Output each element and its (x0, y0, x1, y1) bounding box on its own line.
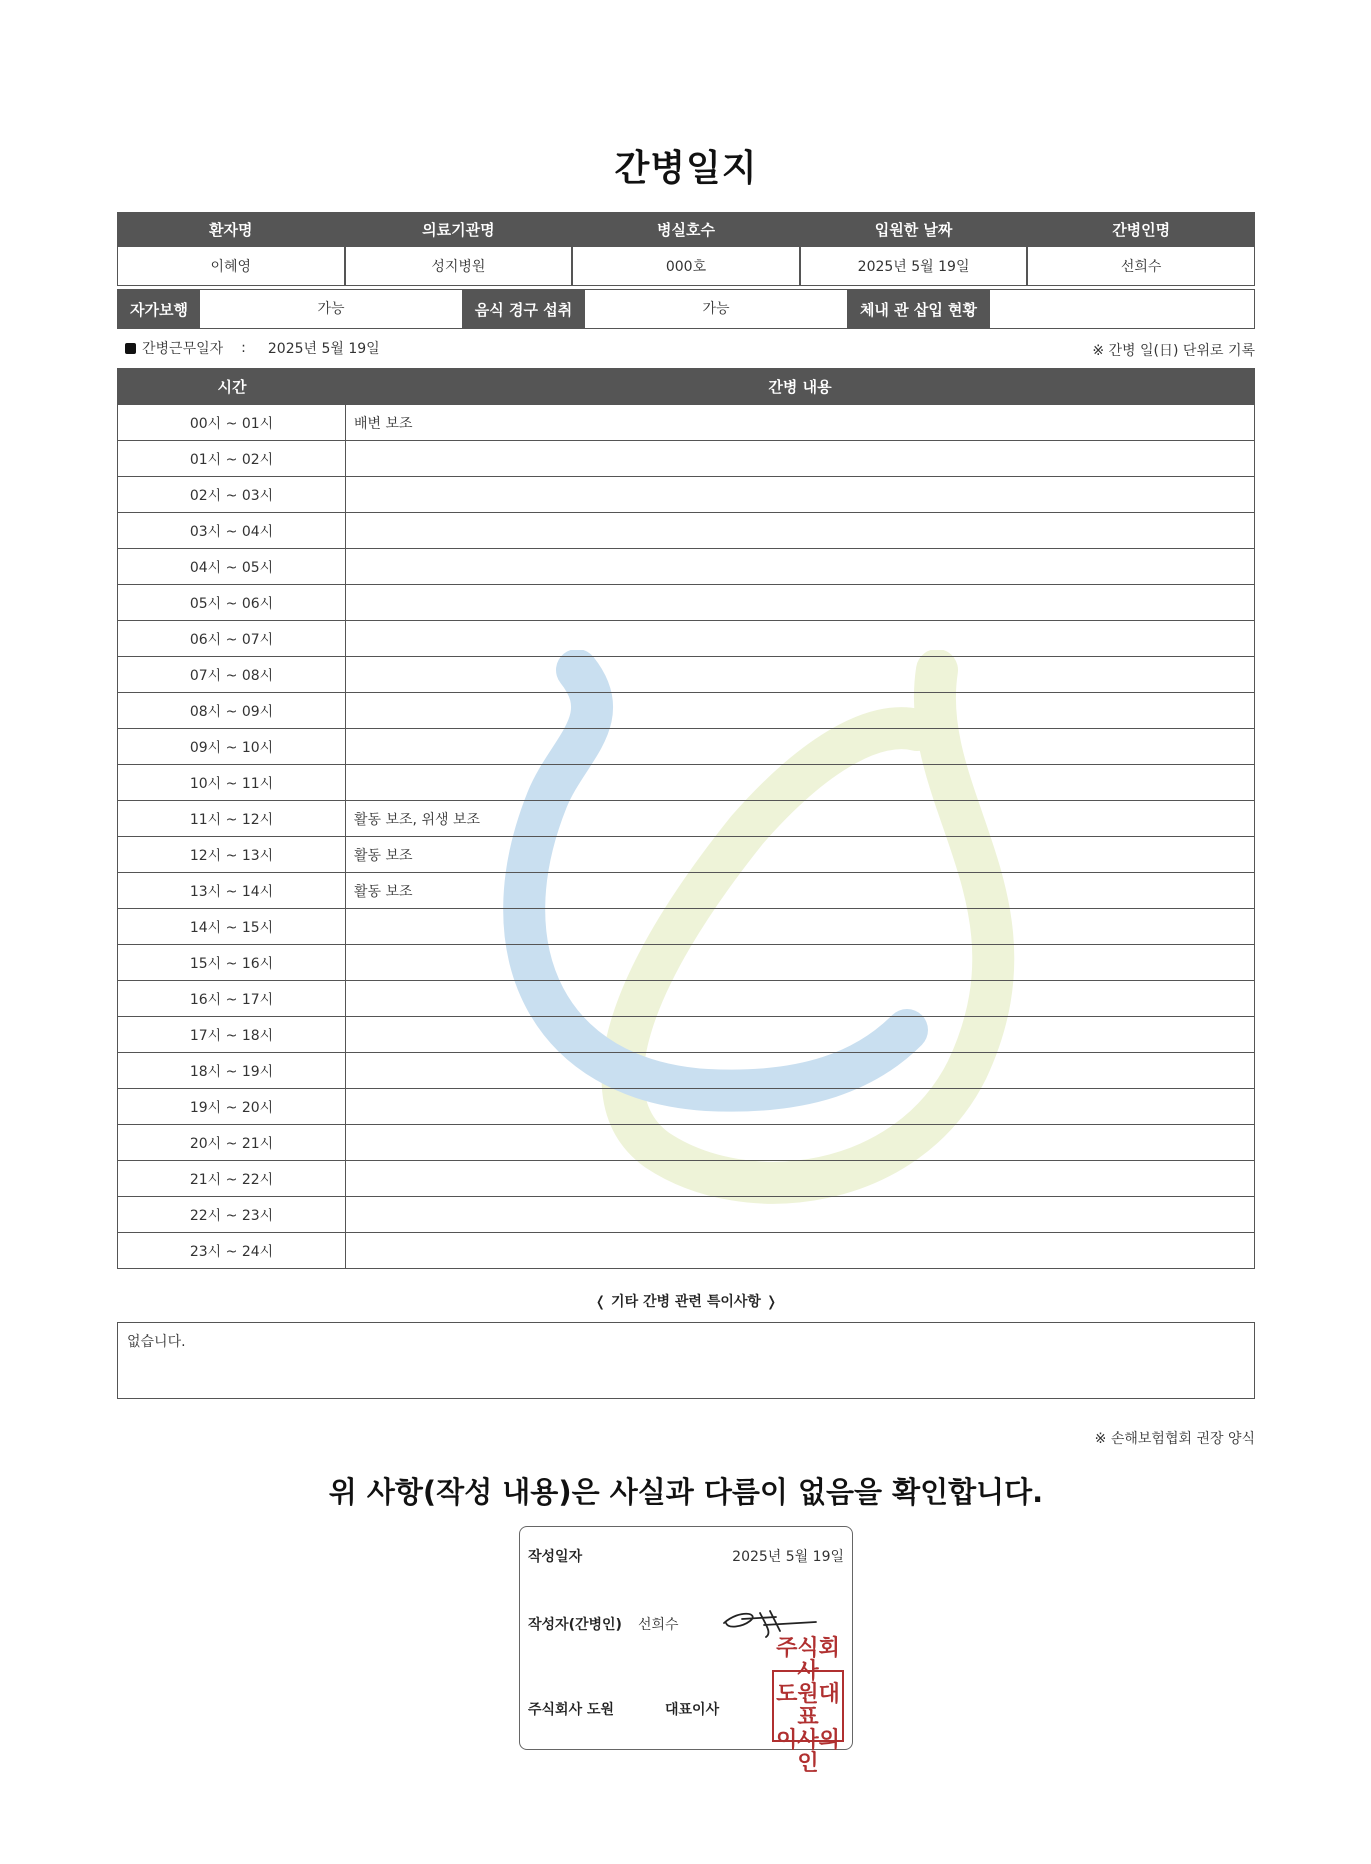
header-room-number: 병실호수 (572, 212, 800, 247)
schedule-time-cell: 00시 ~ 01시 (118, 405, 346, 440)
schedule-time-cell: 04시 ~ 05시 (118, 549, 346, 584)
schedule-row (118, 440, 1254, 476)
schedule-time-cell: 14시 ~ 15시 (118, 909, 346, 944)
schedule-content-cell: 활동 보조 (354, 883, 413, 900)
recommended-form-note: ※ 손해보험협회 권장 양식 (1094, 1431, 1255, 1447)
time-column-header: 시간 (118, 368, 346, 404)
schedule-time-cell: 20시 ~ 21시 (118, 1125, 346, 1160)
patient-name-value: 이혜영 (117, 247, 345, 286)
tube-status-value (990, 290, 1254, 328)
schedule-row (118, 584, 1254, 620)
oral-intake-value: 가능 (702, 301, 730, 317)
schedule-time-cell: 07시 ~ 08시 (118, 657, 346, 692)
schedule-content-cell (346, 1017, 1254, 1052)
patient-status-row (117, 289, 1255, 329)
schedule-content-cell (346, 909, 1254, 944)
schedule-content-cell (346, 657, 1254, 692)
company-label: 주식회사 도원 (528, 1702, 615, 1718)
schedule-row (118, 512, 1254, 548)
work-date-colon: : (241, 340, 246, 356)
page-title: 간병일지 (614, 148, 758, 189)
square-bullet-icon (125, 343, 136, 354)
schedule-row (118, 836, 1254, 872)
schedule-time-cell: 02시 ~ 03시 (118, 477, 346, 512)
self-walk-value: 가능 (317, 301, 345, 317)
tube-status-label: 체내 관 삽입 현황 (847, 290, 990, 328)
oral-intake-label: 음식 경구 섭취 (462, 290, 585, 328)
content-column-header: 간병 내용 (346, 368, 1254, 404)
schedule-time-cell: 16시 ~ 17시 (118, 981, 346, 1016)
special-notes-title: ❬ 기타 간병 관련 특이사항 ❭ (594, 1294, 778, 1310)
caregiver-name-value: 선희수 (1027, 247, 1255, 286)
schedule-content-cell (346, 585, 1254, 620)
schedule-content-cell (346, 513, 1254, 548)
schedule-content-cell (346, 765, 1254, 800)
schedule-time-cell: 09시 ~ 10시 (118, 729, 346, 764)
schedule-row (118, 1124, 1254, 1160)
schedule-time-cell: 10시 ~ 11시 (118, 765, 346, 800)
admission-date-value: 2025년 5월 19일 (800, 247, 1028, 286)
patient-info-value-row (117, 247, 1255, 286)
write-date-label: 작성일자 (528, 1549, 583, 1565)
header-hospital-name: 의료기관명 (345, 212, 573, 247)
schedule-content-cell (346, 1053, 1254, 1088)
schedule-row (118, 1016, 1254, 1052)
hospital-name-value: 성지병원 (345, 247, 573, 286)
care-log-page (117, 0, 1255, 1864)
schedule-row (118, 548, 1254, 584)
schedule-content-cell (346, 981, 1254, 1016)
schedule-content-cell: 활동 보조 (354, 847, 413, 864)
schedule-time-cell: 22시 ~ 23시 (118, 1197, 346, 1232)
schedule-row (118, 1196, 1254, 1232)
schedule-content-cell (346, 693, 1254, 728)
schedule-content-cell (346, 1233, 1254, 1268)
schedule-row (118, 1232, 1254, 1268)
schedule-content-cell (346, 729, 1254, 764)
schedule-row (118, 656, 1254, 692)
schedule-time-cell: 01시 ~ 02시 (118, 441, 346, 476)
schedule-row (118, 908, 1254, 944)
schedule-time-cell: 08시 ~ 09시 (118, 693, 346, 728)
special-notes-box (117, 1322, 1255, 1399)
schedule-row (118, 980, 1254, 1016)
schedule-header-row (118, 368, 1254, 404)
schedule-time-cell: 23시 ~ 24시 (118, 1233, 346, 1268)
signature-box (519, 1526, 853, 1776)
author-label: 작성자(간병인) (528, 1617, 622, 1633)
schedule-content-cell (346, 441, 1254, 476)
write-date-value: 2025년 5월 19일 (732, 1549, 844, 1565)
header-patient-name: 환자명 (117, 212, 345, 247)
schedule-content-cell (346, 1089, 1254, 1124)
patient-info-header-row (117, 212, 1255, 247)
schedule-row (118, 404, 1254, 440)
schedule-row (118, 476, 1254, 512)
company-seal-stamp: 주식회사 도원대표 이사의인 (772, 1670, 844, 1742)
schedule-time-cell: 12시 ~ 13시 (118, 837, 346, 872)
schedule-row (118, 1052, 1254, 1088)
schedule-content-cell: 활동 보조, 위생 보조 (354, 811, 480, 828)
schedule-content-cell (346, 477, 1254, 512)
schedule-row (118, 620, 1254, 656)
work-date-label: 간병근무일자 (142, 341, 224, 357)
schedule-time-cell: 05시 ~ 06시 (118, 585, 346, 620)
schedule-content-cell (346, 1197, 1254, 1232)
schedule-content-cell (346, 1161, 1254, 1196)
schedule-row (118, 728, 1254, 764)
work-date-value: 2025년 5월 19일 (267, 341, 380, 357)
schedule-time-cell: 13시 ~ 14시 (118, 873, 346, 908)
room-number-value: 000호 (572, 247, 800, 286)
schedule-time-cell: 17시 ~ 18시 (118, 1017, 346, 1052)
self-walk-label: 자가보행 (118, 290, 200, 328)
schedule-content-cell (346, 621, 1254, 656)
schedule-row (118, 1160, 1254, 1196)
schedule-row (118, 692, 1254, 728)
header-admission-date: 입원한 날짜 (800, 212, 1028, 247)
schedule-content-cell: 배변 보조 (354, 415, 413, 432)
schedule-time-cell: 15시 ~ 16시 (118, 945, 346, 980)
schedule-row (118, 944, 1254, 980)
schedule-content-cell (346, 945, 1254, 980)
author-name: 선희수 (638, 1617, 679, 1633)
schedule-time-cell: 11시 ~ 12시 (118, 801, 346, 836)
header-caregiver-name: 간병인명 (1027, 212, 1255, 247)
schedule-content-cell (346, 549, 1254, 584)
schedule-time-cell: 21시 ~ 22시 (118, 1161, 346, 1196)
schedule-row (118, 872, 1254, 908)
special-notes-text: 없습니다. (127, 1334, 186, 1350)
schedule-time-cell: 03시 ~ 04시 (118, 513, 346, 548)
schedule-time-cell: 19시 ~ 20시 (118, 1089, 346, 1124)
schedule-time-cell: 06시 ~ 07시 (118, 621, 346, 656)
schedule-time-cell: 18시 ~ 19시 (118, 1053, 346, 1088)
care-schedule-table (117, 368, 1255, 1269)
ceo-label: 대표이사 (665, 1702, 720, 1718)
work-date-line (117, 336, 1255, 360)
patient-info-table (117, 212, 1255, 286)
schedule-row (118, 800, 1254, 836)
schedule-content-cell (346, 1125, 1254, 1160)
schedule-row (118, 764, 1254, 800)
confirmation-statement: 위 사항(작성 내용)은 사실과 다름이 없음을 확인합니다. (328, 1475, 1044, 1509)
schedule-body (118, 404, 1254, 1268)
schedule-row (118, 1088, 1254, 1124)
work-date-group (125, 338, 380, 358)
daily-record-note: ※ 간병 일(日) 단위로 기록 (1092, 343, 1255, 359)
